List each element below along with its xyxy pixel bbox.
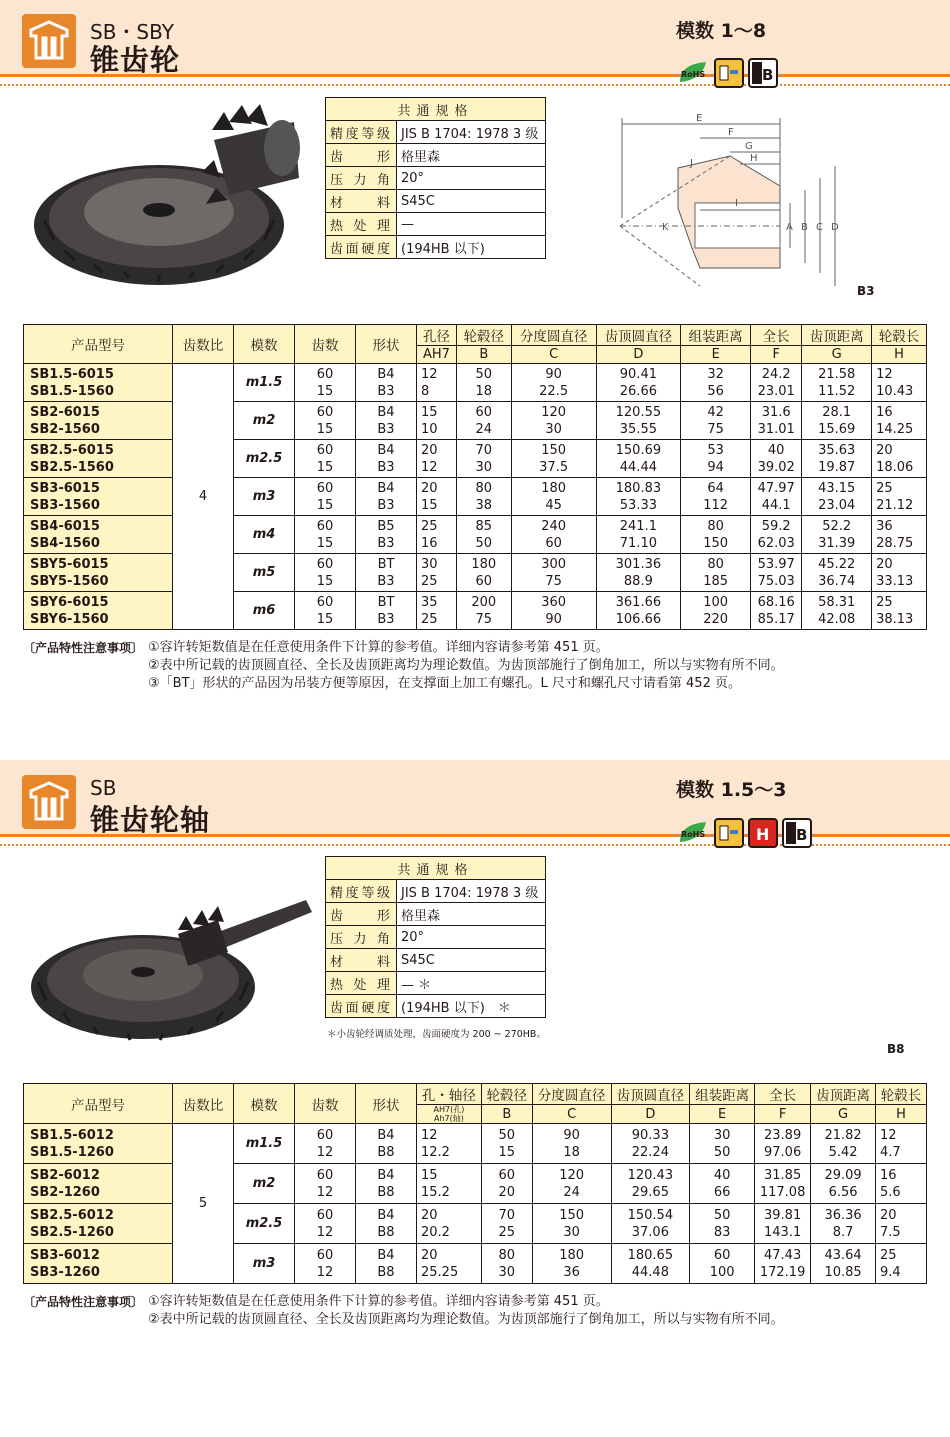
cell-g: 43.15 23.04 [802, 478, 872, 516]
section1-figure-label: B3 [857, 284, 875, 298]
col-subheader: D [611, 1105, 690, 1124]
cell-shape: B4 B3 [356, 440, 417, 478]
spec-key: 压力角 [326, 167, 397, 190]
col-subheader: F [751, 346, 802, 364]
product-code: SB2-6015 SB2-1560 [24, 402, 173, 440]
svg-text:J: J [690, 158, 693, 169]
cell-f: 47.97 44.1 [751, 478, 802, 516]
cell-teeth: 60 15 [295, 554, 356, 592]
cell-d: 90.41 26.66 [596, 364, 681, 402]
cell-teeth: 60 15 [295, 592, 356, 630]
cell-teeth: 60 12 [295, 1204, 356, 1244]
module-cell: m3 [234, 478, 295, 516]
cell-shape: BT B3 [356, 592, 417, 630]
cell-c: 120 30 [511, 402, 596, 440]
cell-f: 39.81 143.1 [755, 1204, 811, 1244]
section1-spec-table [325, 97, 546, 259]
cell-shape: B4 B8 [356, 1124, 417, 1164]
cell-h: 20 33.13 [872, 554, 927, 592]
cell-e: 40 66 [690, 1164, 755, 1204]
cell-teeth: 60 15 [295, 478, 356, 516]
svg-text:A: A [786, 222, 793, 233]
cell-shape: B4 B3 [356, 478, 417, 516]
cell-c: 240 60 [511, 516, 596, 554]
b3-dimension-drawing [600, 108, 880, 293]
module-cell: m2.5 [234, 440, 295, 478]
module-cell: m2 [234, 402, 295, 440]
cell-e: 80 185 [681, 554, 751, 592]
cell-g: 52.2 31.39 [802, 516, 872, 554]
cell-d: 90.33 22.24 [611, 1124, 690, 1164]
cell-a: 15 15.2 [417, 1164, 482, 1204]
col-header: 分度圆直径 [532, 1084, 611, 1105]
cell-e: 50 83 [690, 1204, 755, 1244]
module-cell: m2 [234, 1164, 295, 1204]
col-header: 轮毂长 [872, 325, 927, 346]
spec-value: — [397, 213, 546, 236]
cell-g: 36.36 8.7 [811, 1204, 876, 1244]
col-header: 齿数比 [173, 325, 234, 364]
section2-module-range: 模数 1.5～3 [676, 779, 787, 801]
product-code: SB1.5-6015 SB1.5-1560 [24, 364, 173, 402]
spec-value: S45C [397, 949, 546, 972]
col-header: 轮毂径 [456, 325, 511, 346]
svg-text:B: B [762, 66, 774, 84]
spec-key: 材料 [326, 949, 397, 972]
cell-c: 180 45 [511, 478, 596, 516]
oil-icon [714, 58, 744, 88]
section1-notes [23, 639, 923, 695]
notes-label: 〔产品特性注意事项〕 [23, 1295, 144, 1309]
cell-f: 68.16 85.17 [751, 592, 802, 630]
cell-c: 180 36 [532, 1244, 611, 1284]
gear-ratio: 4 [173, 364, 234, 630]
cell-g: 29.09 6.56 [811, 1164, 876, 1204]
cell-a: 35 25 [417, 592, 457, 630]
cell-shape: BT B3 [356, 554, 417, 592]
section1-series: SB・SBY [90, 20, 174, 44]
spec-footnote: ＊小齿轮经调质处理，齿面硬度为 200 ~ 270HB。 [327, 1029, 546, 1040]
cell-f: 53.97 75.03 [751, 554, 802, 592]
b-shape-icon [782, 818, 812, 848]
cell-h: 20 7.5 [875, 1204, 926, 1244]
cell-g: 21.82 5.42 [811, 1124, 876, 1164]
cell-b: 85 50 [456, 516, 511, 554]
cell-shape: B4 B8 [356, 1164, 417, 1204]
svg-text:B: B [801, 222, 808, 233]
col-header: 轮毂长 [875, 1084, 926, 1105]
cell-a: 20 15 [417, 478, 457, 516]
spec-value: 格里森 [397, 144, 546, 167]
note-line: ①容许转矩数值是在任意使用条件下计算的参考值。详细内容请参考第 451 页。 [148, 640, 609, 655]
cell-c: 90 22.5 [511, 364, 596, 402]
spec-key: 齿面硬度 [326, 995, 397, 1018]
svg-text:RoHS: RoHS [681, 830, 706, 839]
product-code: SB4-6015 SB4-1560 [24, 516, 173, 554]
cell-c: 360 90 [511, 592, 596, 630]
cell-shape: B5 B3 [356, 516, 417, 554]
cell-h: 16 14.25 [872, 402, 927, 440]
col-subheader: H [875, 1105, 926, 1124]
cell-c: 150 30 [532, 1204, 611, 1244]
col-header: 模数 [234, 1084, 295, 1124]
gear-ratio: 5 [173, 1124, 234, 1284]
svg-text:C: C [816, 222, 823, 233]
svg-text:RoHS: RoHS [681, 70, 706, 79]
col-subheader: F [755, 1105, 811, 1124]
cell-e: 42 75 [681, 402, 751, 440]
col-header: 齿数 [295, 1084, 356, 1124]
cell-d: 120.55 35.55 [596, 402, 681, 440]
notes-label: 〔产品特性注意事项〕 [23, 641, 144, 655]
product-code: SB2-6012 SB2-1260 [24, 1164, 173, 1204]
col-header: 齿顶圆直径 [596, 325, 681, 346]
table-row [24, 1164, 927, 1204]
note-line: ③「BT」形状的产品因为吊装方便等原因，在支撑面上加工有螺孔。L 尺寸和螺孔尺寸请看第 452 页。 [148, 676, 741, 691]
col-header: 产品型号 [24, 325, 173, 364]
cell-b: 70 25 [481, 1204, 532, 1244]
col-header: 产品型号 [24, 1084, 173, 1124]
section1-module-range: 模数 1～8 [676, 20, 767, 42]
col-header: 齿数比 [173, 1084, 234, 1124]
col-header: 全长 [755, 1084, 811, 1105]
rohs-icon [676, 818, 712, 846]
col-subheader: AH7 [417, 346, 457, 364]
oil-icon [714, 818, 744, 848]
cell-h: 36 28.75 [872, 516, 927, 554]
table-row [24, 1244, 927, 1284]
col-header: 形状 [356, 325, 417, 364]
section2-product-table [23, 1083, 927, 1284]
cell-e: 60 100 [690, 1244, 755, 1284]
col-header: 分度圆直径 [511, 325, 596, 346]
spec-value: (194HB 以下) ＊ [397, 995, 546, 1018]
col-header: 组装距离 [690, 1084, 755, 1105]
note-line: ②表中所记载的齿顶圆直径、全长及齿顶距离均为理论数值。为齿顶部施行了倒角加工，所以与实物有所不同。 [148, 658, 784, 673]
product-code: SB1.5-6012 SB1.5-1260 [24, 1124, 173, 1164]
col-subheader: G [802, 346, 872, 364]
cell-e: 64 112 [681, 478, 751, 516]
product-code: SBY6-6015 SBY6-1560 [24, 592, 173, 630]
table-row [24, 402, 927, 440]
table-row [24, 1124, 927, 1164]
cell-c: 300 75 [511, 554, 596, 592]
cell-teeth: 60 15 [295, 402, 356, 440]
cell-shape: B4 B3 [356, 402, 417, 440]
svg-text:H: H [756, 825, 770, 844]
col-header: 齿顶距离 [811, 1084, 876, 1105]
svg-text:I: I [735, 198, 738, 209]
cell-f: 24.2 23.01 [751, 364, 802, 402]
cell-d: 241.1 71.10 [596, 516, 681, 554]
note-line: ②表中所记载的齿顶圆直径、全长及齿顶距离均为理论数值。为齿顶部施行了倒角加工，所以与实物有所不同。 [148, 1312, 784, 1327]
col-header: 孔・轴径 [417, 1084, 482, 1105]
cell-a: 20 12 [417, 440, 457, 478]
cell-h: 25 38.13 [872, 592, 927, 630]
section1-header-dots [0, 84, 950, 88]
cell-teeth: 60 12 [295, 1164, 356, 1204]
table-row [24, 516, 927, 554]
spec-header: 共通规格 [326, 98, 546, 121]
cell-c: 120 24 [532, 1164, 611, 1204]
gear-logo-icon [22, 14, 76, 68]
cell-e: 100 220 [681, 592, 751, 630]
spec-header: 共通规格 [326, 857, 546, 880]
cell-e: 32 56 [681, 364, 751, 402]
cell-b: 200 75 [456, 592, 511, 630]
cell-b: 70 30 [456, 440, 511, 478]
col-subheader: G [811, 1105, 876, 1124]
spec-key: 材料 [326, 190, 397, 213]
cell-teeth: 60 12 [295, 1244, 356, 1284]
b-shape-icon [748, 58, 778, 88]
module-cell: m4 [234, 516, 295, 554]
spec-value: JIS B 1704: 1978 3 级 [397, 880, 546, 903]
cell-c: 90 18 [532, 1124, 611, 1164]
section1-product-table [23, 324, 927, 630]
col-subheader: B [481, 1105, 532, 1124]
cell-h: 12 10.43 [872, 364, 927, 402]
spec-key: 压力角 [326, 926, 397, 949]
cell-h: 25 9.4 [875, 1244, 926, 1284]
cell-f: 31.6 31.01 [751, 402, 802, 440]
section2-figure-label: B8 [887, 1042, 905, 1056]
module-cell: m1.5 [234, 364, 295, 402]
cell-h: 12 4.7 [875, 1124, 926, 1164]
note-line: ①容许转矩数值是在任意使用条件下计算的参考值。详细内容请参考第 451 页。 [148, 1294, 609, 1309]
cell-g: 21.58 11.52 [802, 364, 872, 402]
cell-a: 30 25 [417, 554, 457, 592]
col-subheader: E [690, 1105, 755, 1124]
col-subheader: H [872, 346, 927, 364]
section2-spec-table [325, 856, 546, 1018]
cell-a: 25 16 [417, 516, 457, 554]
cell-d: 150.69 44.44 [596, 440, 681, 478]
cell-teeth: 60 15 [295, 440, 356, 478]
cell-d: 120.43 29.65 [611, 1164, 690, 1204]
cell-e: 30 50 [690, 1124, 755, 1164]
cell-teeth: 60 15 [295, 364, 356, 402]
spec-key: 热处理 [326, 972, 397, 995]
cell-b: 180 60 [456, 554, 511, 592]
spec-value: — ＊ [397, 972, 546, 995]
cell-shape: B4 B8 [356, 1244, 417, 1284]
table-row [24, 554, 927, 592]
module-cell: m1.5 [234, 1124, 295, 1164]
module-cell: m5 [234, 554, 295, 592]
table-row [24, 478, 927, 516]
cell-h: 25 21.12 [872, 478, 927, 516]
cell-c: 150 37.5 [511, 440, 596, 478]
cell-d: 361.66 106.66 [596, 592, 681, 630]
col-header: 全长 [751, 325, 802, 346]
cell-f: 59.2 62.03 [751, 516, 802, 554]
spec-key: 精度等级 [326, 121, 397, 144]
cell-g: 28.1 15.69 [802, 402, 872, 440]
product-code: SBY5-6015 SBY5-1560 [24, 554, 173, 592]
cell-a: 20 25.25 [417, 1244, 482, 1284]
cell-d: 180.83 53.33 [596, 478, 681, 516]
spec-key: 精度等级 [326, 880, 397, 903]
cell-g: 35.63 19.87 [802, 440, 872, 478]
svg-text:K: K [662, 222, 669, 233]
cell-shape: B4 B8 [356, 1204, 417, 1244]
module-cell: m3 [234, 1244, 295, 1284]
gear-logo-icon [22, 775, 76, 829]
svg-text:D: D [831, 222, 839, 233]
spec-value: 20° [397, 926, 546, 949]
cell-shape: B4 B3 [356, 364, 417, 402]
cell-b: 50 18 [456, 364, 511, 402]
cell-teeth: 60 12 [295, 1124, 356, 1164]
cell-f: 40 39.02 [751, 440, 802, 478]
spec-key: 齿形 [326, 144, 397, 167]
bevel-gear-shaft-photo [28, 872, 318, 1052]
section2-series: SB [90, 776, 117, 800]
cell-b: 60 24 [456, 402, 511, 440]
cell-h: 20 18.06 [872, 440, 927, 478]
cell-b: 80 38 [456, 478, 511, 516]
cell-a: 12 12.2 [417, 1124, 482, 1164]
cell-teeth: 60 15 [295, 516, 356, 554]
col-header: 孔径 [417, 325, 457, 346]
spec-value: (194HB 以下) [397, 236, 546, 259]
spec-key: 齿面硬度 [326, 236, 397, 259]
spec-value: S45C [397, 190, 546, 213]
col-subheader: E [681, 346, 751, 364]
bevel-gear-photo [24, 100, 314, 300]
col-subheader: C [511, 346, 596, 364]
cell-a: 12 8 [417, 364, 457, 402]
cell-a: 20 20.2 [417, 1204, 482, 1244]
spec-key: 齿形 [326, 903, 397, 926]
table-row [24, 1204, 927, 1244]
cell-g: 43.64 10.85 [811, 1244, 876, 1284]
cell-d: 301.36 88.9 [596, 554, 681, 592]
col-header: 齿顶距离 [802, 325, 872, 346]
col-subheader: D [596, 346, 681, 364]
cell-b: 50 15 [481, 1124, 532, 1164]
svg-text:G: G [745, 141, 753, 152]
cell-g: 45.22 36.74 [802, 554, 872, 592]
section2-title: 锥齿轮轴 [90, 803, 211, 837]
product-code: SB3-6015 SB3-1560 [24, 478, 173, 516]
col-header: 模数 [234, 325, 295, 364]
section2-notes [23, 1293, 923, 1333]
product-code: SB2.5-6012 SB2.5-1260 [24, 1204, 173, 1244]
cell-h: 16 5.6 [875, 1164, 926, 1204]
module-cell: m6 [234, 592, 295, 630]
spec-key: 热处理 [326, 213, 397, 236]
svg-text:F: F [728, 127, 734, 138]
module-cell: m2.5 [234, 1204, 295, 1244]
svg-text:E: E [696, 113, 703, 124]
cell-f: 23.89 97.06 [755, 1124, 811, 1164]
col-subheader: C [532, 1105, 611, 1124]
col-header: 轮毂径 [481, 1084, 532, 1105]
cell-e: 80 150 [681, 516, 751, 554]
col-header: 齿顶圆直径 [611, 1084, 690, 1105]
col-header: 组装距离 [681, 325, 751, 346]
col-subheader: AH7(孔) Ah7(轴) [417, 1105, 482, 1124]
cell-e: 53 94 [681, 440, 751, 478]
col-subheader: B [456, 346, 511, 364]
h-shape-icon [748, 818, 778, 848]
cell-g: 58.31 42.08 [802, 592, 872, 630]
cell-f: 47.43 172.19 [755, 1244, 811, 1284]
cell-d: 150.54 37.06 [611, 1204, 690, 1244]
cell-d: 180.65 44.48 [611, 1244, 690, 1284]
spec-value: 格里森 [397, 903, 546, 926]
table-row [24, 364, 927, 402]
svg-text:B: B [796, 826, 808, 844]
col-header: 齿数 [295, 325, 356, 364]
cell-b: 60 20 [481, 1164, 532, 1204]
cell-b: 80 30 [481, 1244, 532, 1284]
table-row [24, 440, 927, 478]
product-code: SB2.5-6015 SB2.5-1560 [24, 440, 173, 478]
spec-value: 20° [397, 167, 546, 190]
cell-a: 15 10 [417, 402, 457, 440]
rohs-icon [676, 58, 712, 86]
col-header: 形状 [356, 1084, 417, 1124]
svg-text:H: H [750, 153, 758, 164]
section1-title: 锥齿轮 [90, 43, 181, 77]
table-row [24, 592, 927, 630]
cell-f: 31.85 117.08 [755, 1164, 811, 1204]
spec-value: JIS B 1704: 1978 3 级 [397, 121, 546, 144]
product-code: SB3-6012 SB3-1260 [24, 1244, 173, 1284]
